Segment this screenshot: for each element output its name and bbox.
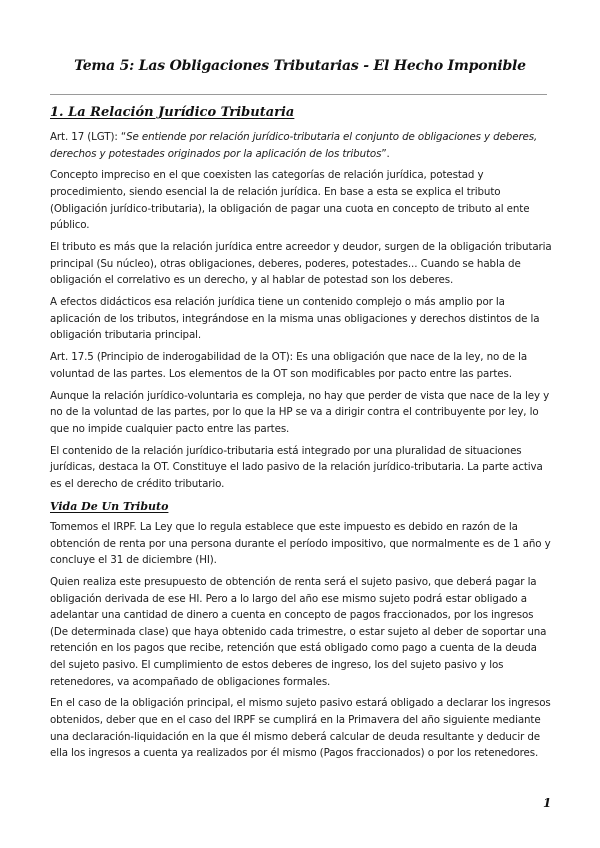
body-paragraph: Quien realiza este presupuesto de obtención de renta será el sujeto pasivo, que deberá pagar la obligación derivada de ese HI. Pero a lo largo del año ese mismo sujeto podrá estar obligado a adelantar una cantidad de dinero a cuenta en concepto de pagos fraccionados, por los ingresos (De determinada clase) que haya obtenido cada trimestre, o estar sujeto al deber de soportar una retención en los pagos que recibe, retención que está obligado como pago a cuenta de la deuda del sujeto pasivo. El cumplimiento de estos deberes de ingreso, los del sujeto pasivo y los retenedores, va acompañado de obligaciones formales. bbox=[50, 576, 547, 688]
body-paragraph: Tomemos el IRPF. La Ley que lo regula establece que este impuesto es debido en razón de la obtención de renta por una persona durante el período impositivo, que normalmente es de 1 año y concluye el 31 de diciembre (HI). bbox=[50, 520, 551, 567]
document-title: Tema 5: Las Obligaciones Tributarias - El Hecho Imponible bbox=[74, 58, 526, 74]
article-17-paragraph bbox=[50, 129, 552, 162]
body-paragraph: Aunque la relación jurídico-voluntaria es compleja, no hay que perder de vista que nace de la ley y no de la voluntad de las partes, por lo que la HP se va a dirigir contra el contribuyente por ley, lo que no impide cualquier pacto entre las partes. bbox=[50, 389, 550, 435]
body-paragraph: Art. 17.5 (Principio de inderogabilidad de la OT): Es una obligación que nace de la ley, no de la voluntad de las partes. Los elementos de la OT son modificables por pacto entre las partes. bbox=[50, 351, 528, 380]
body-paragraph: El tributo es más que la relación jurídica entre acreedor y deudor, surgen de la obligación tributaria principal (Su núcleo), otras obligaciones, deberes, poderes, potestades... Cuando se habla de obligación el correlativo es un derecho, y al hablar de potestad son los deberes. bbox=[50, 241, 552, 287]
body-paragraph: A efectos didácticos esa relación jurídica tiene un contenido complejo o más amplio por la aplicación de los tributos, integrándose en la misma unas obligaciones y derechos distintos de la obligación tributaria principal. bbox=[50, 296, 540, 342]
subsection-heading: Vida De Un Tributo bbox=[50, 499, 169, 513]
article-17-quote: Se entiende por relación jurídico-tributaria el conjunto de obligaciones y deberes, derechos y potestades originados por la aplicación de los tributos bbox=[50, 131, 538, 160]
article-17-prefix: Art. 17 (LGT): “ bbox=[50, 131, 127, 143]
page-number: 1 bbox=[543, 796, 552, 810]
section-heading: 1. La Relación Jurídico Tributaria bbox=[50, 105, 295, 120]
title-divider bbox=[50, 94, 547, 95]
article-17-suffix: ”. bbox=[381, 147, 390, 160]
body-paragraph: En el caso de la obligación principal, el mismo sujeto pasivo estará obligado a declarar los ingresos obtenidos, deber que en el caso del IRPF se cumplirá en la Primavera del año siguiente mediante una declaración-liquidación en la que él mismo deberá calcular de deuda resultante y deducir de ella los ingresos a cuenta ya realizados por él mismo (Pagos fraccionados) o por los retenedores. bbox=[50, 697, 551, 760]
body-paragraph: Concepto impreciso en el que coexisten las categorías de relación jurídica, potestad y procedimiento, siendo esencial la de relación jurídica. En base a esta se explica el tributo (Obligación jurídico-tributaria), la obligación de pagar una cuota en concepto de tributo al ente público. bbox=[50, 169, 530, 232]
document-body bbox=[50, 103, 552, 767]
body-paragraph: El contenido de la relación jurídico-tributaria está integrado por una pluralidad de situaciones jurídicas, destaca la OT. Constituye el lado pasivo de la relación jurídico-tributaria. La parte activa es el derecho de crédito tributario. bbox=[50, 444, 543, 491]
